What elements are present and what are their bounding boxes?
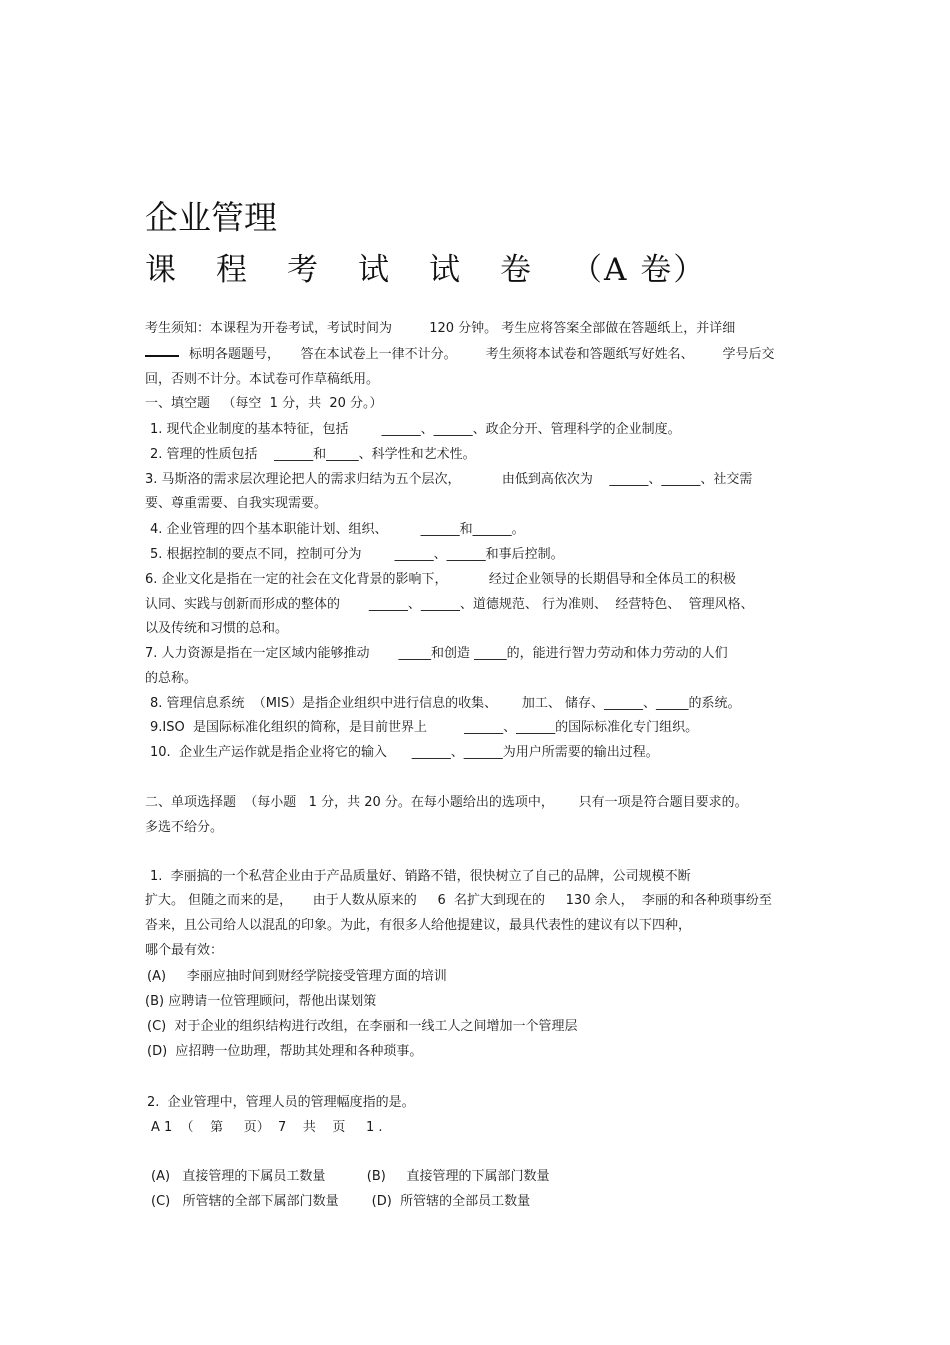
fill-blank-line: 认同、实践与创新而形成的整体的 ______、______、道德规范、 行为准则、 经营特色、 管理风格、 xyxy=(145,597,754,612)
fill-blank-line: 5. 根据控制的要点不同，控制可分为 ______、______和事后控制。 xyxy=(150,547,564,562)
question-1-line: 1. 李丽搞的一个私营企业由于产品质量好、销路不错，很快树立了自己的品牌，公司规模不断 xyxy=(150,869,691,884)
section2-heading-cont: 多选不给分。 xyxy=(145,820,224,835)
notice-line-2: 标明各题题号， 答在本试卷上一律不计分。 考生须将本试卷和答题纸写好姓名、 学号后交 xyxy=(189,347,775,362)
notice-dash xyxy=(145,355,179,357)
section2-heading: 二、单项选择题 （每小题 1 分，共 20 分。在每小题给出的选项中， 只有一项是符合题目要求的。 xyxy=(145,795,748,810)
fill-blank-line: 10. 企业生产运作就是指企业将它的输入 ______、______为用户所需要的输出过程。 xyxy=(150,745,659,760)
fill-blank-line: 的总称。 xyxy=(145,671,198,686)
question-2-line: (A) 直接管理的下属员工数量 (B) 直接管理的下属部门数量 xyxy=(151,1169,550,1184)
fill-blank-line: 以及传统和习惯的总和。 xyxy=(145,621,289,636)
fill-blank-line: 1. 现代企业制度的基本特征，包括 ______、______、政企分开、管理科学的企业制度。 xyxy=(150,422,681,437)
fill-blank-line: 要、尊重需要、自我实现需要。 xyxy=(145,496,328,511)
question-1-line: (B) 应聘请一位管理顾问，帮他出谋划策 xyxy=(145,994,377,1009)
section1-heading: 一、填空题 （每空 1 分，共 20 分。） xyxy=(145,396,383,411)
fill-blank-line: 4. 企业管理的四个基本职能计划、组织、 ______和______。 xyxy=(150,522,525,537)
question-2-line: A 1 （ 第 页） 7 共 页 1 . xyxy=(151,1120,383,1135)
question-2-line: (C) 所管辖的全部下属部门数量 (D) 所管辖的全部员工数量 xyxy=(151,1194,531,1209)
notice-line-1: 考生须知：本课程为开卷考试，考试时间为 120 分钟。 考生应将答案全部做在答题纸上，并详细 xyxy=(145,321,736,336)
exam-subtitle-main: 课程考试试卷 xyxy=(145,252,571,288)
question-1-line: 沓来，且公司给人以混乱的印象。为此，有很多人给他提建议，最具代表性的建议有以下四种， xyxy=(145,918,692,933)
notice-line-3: 回，否则不计分。本试卷可作草稿纸用。 xyxy=(145,372,380,387)
fill-blank-line: 6. 企业文化是指在一定的社会在文化背景的影响下， 经过企业领导的长期倡导和全体员工的积极 xyxy=(145,572,736,587)
exam-subtitle-tail: （A 卷） xyxy=(571,252,707,288)
fill-blank-line: 8. 管理信息系统 （MIS）是指企业组织中进行信息的收集、 加工、 储存、______、_____的系统。 xyxy=(150,696,741,711)
question-1-line: (C) 对于企业的组织结构进行改组，在李丽和一线工人之间增加一个管理层 xyxy=(147,1019,578,1034)
fill-blank-line: 9.ISO 是国际标准化组织的简称，是目前世界上 ______、______的国际标准化专门组织。 xyxy=(150,720,699,735)
question-1-line: 扩大。 但随之而来的是， 由于人数从原来的 6 名扩大到现在的 130 余人， 李丽的和各种琐事纷至 xyxy=(145,893,772,908)
question-1-line: (A) 李丽应抽时间到财经学院接受管理方面的培训 xyxy=(147,969,447,984)
exam-subtitle xyxy=(145,250,706,290)
question-2-line: 2. 企业管理中，管理人员的管理幅度指的是。 xyxy=(147,1095,415,1110)
question-1-line: 哪个最有效： xyxy=(145,943,224,958)
question-1-line: (D) 应招聘一位助理，帮助其处理和各种琐事。 xyxy=(147,1044,423,1059)
fill-blank-line: 3. 马斯洛的需求层次理论把人的需求归结为五个层次， 由低到高依次为 ______、______、社交需 xyxy=(145,472,753,487)
page-title: 企业管理 xyxy=(145,198,277,237)
fill-blank-line: 7. 人力资源是指在一定区域内能够推动 _____和创造 _____的，能进行智力劳动和体力劳动的人们 xyxy=(145,646,728,661)
fill-blank-line: 2. 管理的性质包括 ______和_____、科学性和艺术性。 xyxy=(150,447,476,462)
